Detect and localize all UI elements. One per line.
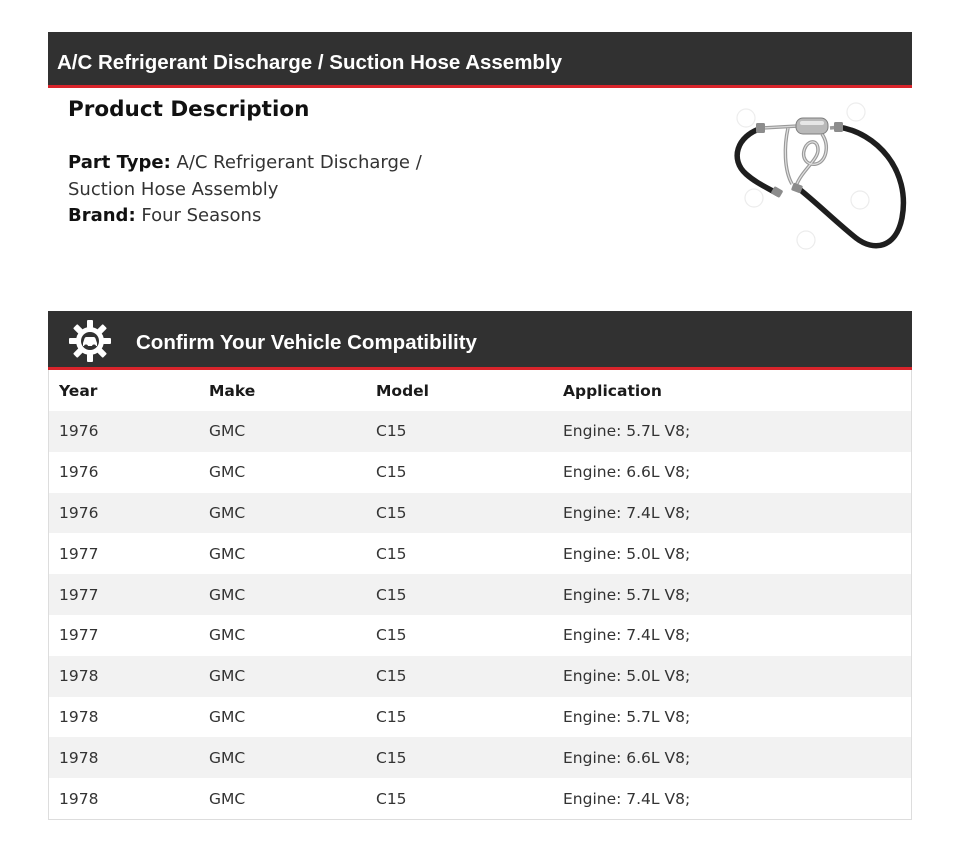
cell-model: C15 (376, 626, 407, 645)
cell-application: Engine: 5.0L V8; (563, 544, 691, 563)
table-row (49, 778, 911, 819)
gear-car-icon (68, 319, 112, 363)
page-title: A/C Refrigerant Discharge / Suction Hose Assembly (57, 51, 563, 74)
brand-value: Four Seasons (141, 205, 262, 226)
part-type-label: Part Type: (68, 152, 171, 173)
cell-model: C15 (376, 503, 407, 522)
cell-year: 1976 (59, 503, 99, 522)
compatibility-bar (48, 311, 912, 370)
cell-year: 1976 (59, 463, 99, 482)
table-row (49, 452, 911, 493)
cell-make: GMC (209, 585, 246, 604)
cell-make: GMC (209, 422, 246, 441)
cell-make: GMC (209, 789, 246, 808)
cell-model: C15 (376, 667, 407, 686)
cell-application: Engine: 5.7L V8; (563, 585, 691, 604)
column-header-model: Model (376, 381, 429, 400)
cell-application: Engine: 6.6L V8; (563, 748, 691, 767)
table-row (49, 493, 911, 534)
cell-application: Engine: 5.0L V8; (563, 667, 691, 686)
compatibility-table (49, 370, 911, 819)
cell-model: C15 (376, 463, 407, 482)
part-type-value-line2: Suction Hose Assembly (68, 178, 279, 200)
table-row (49, 411, 911, 452)
cell-application: Engine: 5.7L V8; (563, 422, 691, 441)
compatibility-title: Confirm Your Vehicle Compatibility (136, 331, 477, 354)
table-row (49, 533, 911, 574)
compatibility-table-container (48, 370, 912, 820)
cell-make: GMC (209, 463, 246, 482)
cell-model: C15 (376, 544, 407, 563)
cell-year: 1976 (59, 422, 99, 441)
cell-application: Engine: 6.6L V8; (563, 463, 691, 482)
cell-year: 1977 (59, 626, 99, 645)
cell-year: 1977 (59, 544, 99, 563)
part-type-line (68, 150, 422, 177)
cell-make: GMC (209, 503, 246, 522)
column-header-application: Application (563, 381, 662, 400)
table-row (49, 697, 911, 738)
cell-model: C15 (376, 789, 407, 808)
cell-year: 1977 (59, 585, 99, 604)
table-row (49, 574, 911, 615)
ac-hose-assembly-image (726, 100, 910, 260)
cell-make: GMC (209, 667, 246, 686)
cell-model: C15 (376, 422, 407, 441)
cell-year: 1978 (59, 667, 99, 686)
cell-year: 1978 (59, 748, 99, 767)
cell-year: 1978 (59, 789, 99, 808)
column-header-make: Make (209, 381, 256, 400)
cell-application: Engine: 5.7L V8; (563, 707, 691, 726)
cell-year: 1978 (59, 707, 99, 726)
table-header-row (49, 370, 911, 411)
part-type-value-line1: A/C Refrigerant Discharge / (176, 152, 422, 173)
cell-make: GMC (209, 748, 246, 767)
cell-make: GMC (209, 707, 246, 726)
table-row (49, 615, 911, 656)
cell-application: Engine: 7.4L V8; (563, 626, 691, 645)
description-heading: Product Description (68, 97, 310, 122)
cell-model: C15 (376, 585, 407, 604)
column-header-year: Year (59, 381, 98, 400)
description-details (68, 150, 422, 230)
cell-application: Engine: 7.4L V8; (563, 789, 691, 808)
cell-model: C15 (376, 707, 407, 726)
table-row (49, 737, 911, 778)
cell-model: C15 (376, 748, 407, 767)
brand-label: Brand: (68, 205, 136, 226)
table-row (49, 656, 911, 697)
cell-make: GMC (209, 626, 246, 645)
brand-line (68, 203, 422, 230)
cell-make: GMC (209, 544, 246, 563)
title-bar (48, 32, 912, 88)
cell-application: Engine: 7.4L V8; (563, 503, 691, 522)
